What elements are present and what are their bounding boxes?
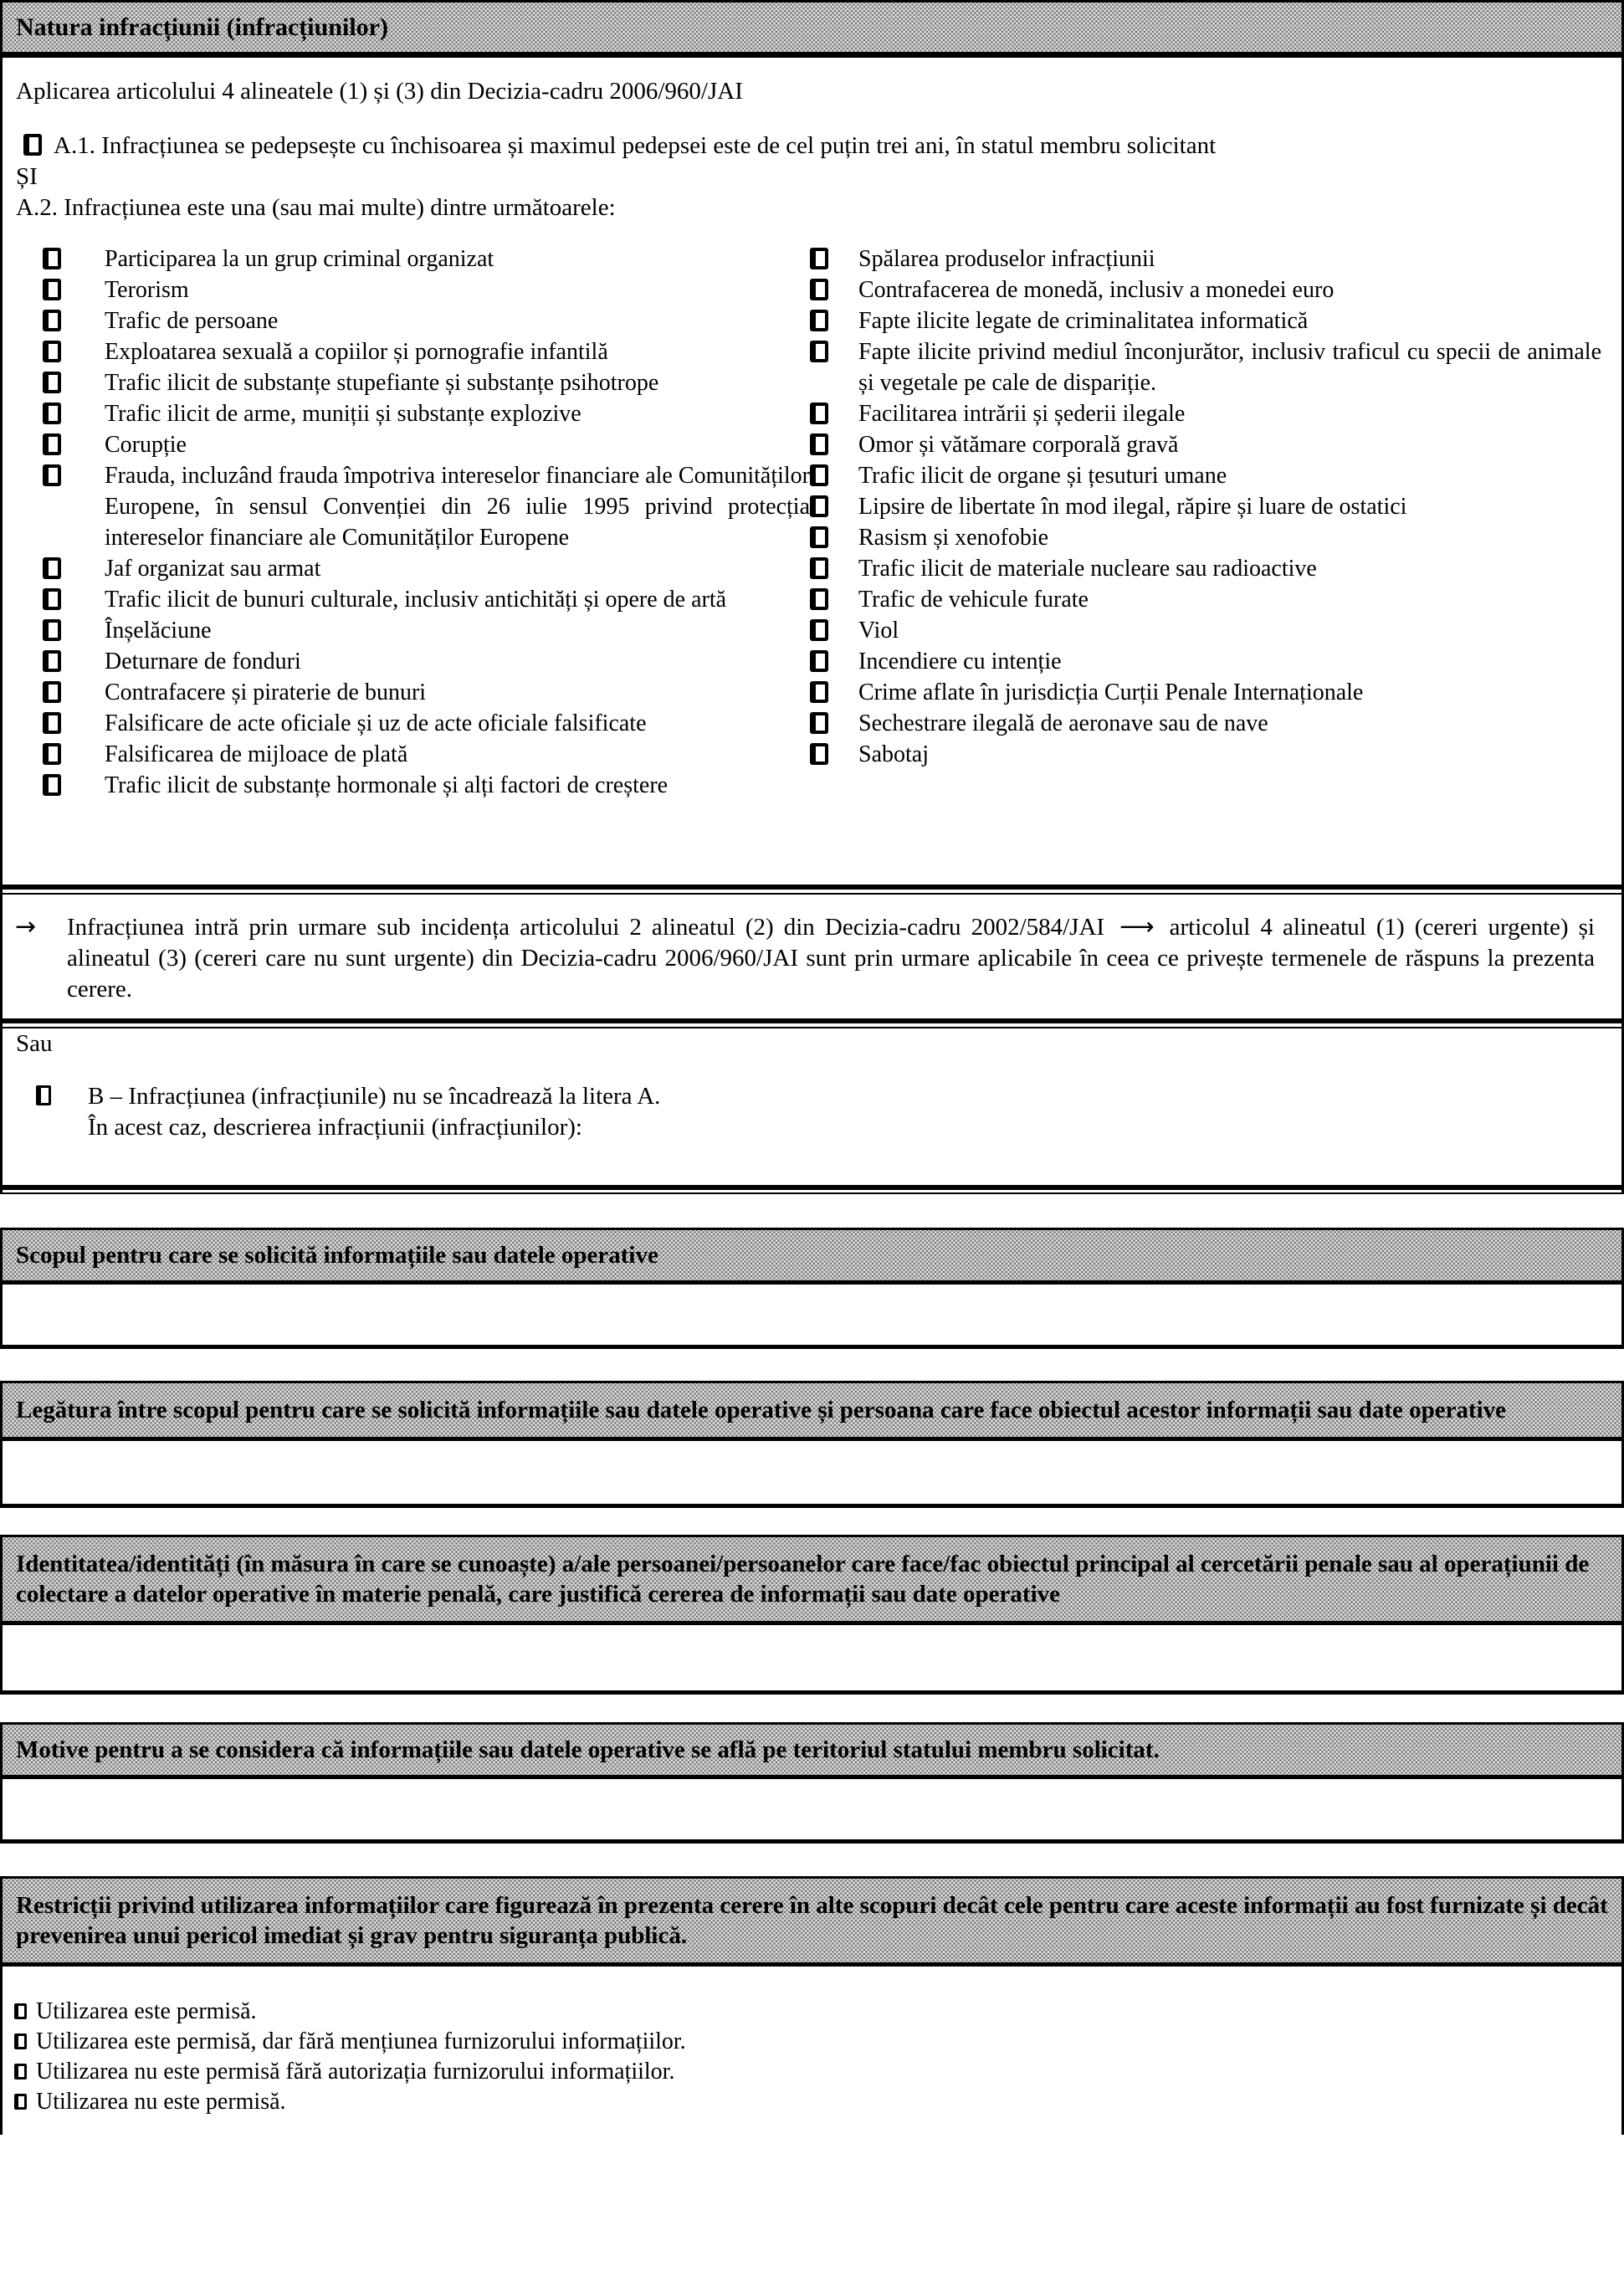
section-link-purpose-person <box>0 1381 1624 1508</box>
option-b-row <box>36 1081 1608 1143</box>
offence-label: Incendiere cu intenție <box>858 649 1062 674</box>
grounds-input-area[interactable] <box>3 1779 1621 1839</box>
usage-option-label: Utilizarea este permisă, dar fără mențiunea furnizorului informațiilor. <box>36 2028 686 2054</box>
option-b-line2: În acest caz, descrierea infracțiunii (infracțiunilor): <box>88 1114 582 1141</box>
option-b-line1: B – Infracțiunea (infracțiunile) nu se încadrează la litera A. <box>88 1083 661 1110</box>
checkbox-icon-offence[interactable] <box>810 279 828 300</box>
section-restrictions <box>0 1876 1624 2135</box>
offence-item <box>43 770 810 801</box>
checkbox-icon-offence[interactable] <box>810 650 828 672</box>
offence-label: Facilitarea intrării și șederii ilegale <box>858 401 1186 427</box>
offence-item <box>810 553 1601 584</box>
checkbox-icon-usage[interactable] <box>14 2033 27 2049</box>
checkbox-icon-offence[interactable] <box>810 403 828 424</box>
option-a1-label: A.1. Infracțiunea se pedepsește cu închisoarea și maximul pedepsei este de cel puțin trei ani, în statul membru solicitant <box>54 132 1217 159</box>
checkbox-icon-offence[interactable] <box>43 712 61 734</box>
offence-label: Trafic de persoane <box>105 308 279 334</box>
checkbox-icon-offence[interactable] <box>43 464 61 486</box>
checkbox-icon-offence[interactable] <box>810 464 828 486</box>
checkbox-icon-offence[interactable] <box>43 557 61 579</box>
offence-label: Trafic ilicit de organe și țesuturi umane <box>858 463 1227 489</box>
offence-list-right <box>810 244 1601 801</box>
offence-label: Trafic ilicit de bunuri culturale, inclusiv antichități și opere de artă <box>105 587 727 613</box>
offence-item <box>43 429 810 460</box>
usage-option-item <box>14 2087 1621 2117</box>
section-grounds-header <box>3 1725 1621 1779</box>
offence-item <box>810 522 1601 553</box>
usage-option-label: Utilizarea este permisă. <box>36 1998 257 2024</box>
offence-item <box>43 367 810 398</box>
offence-label: Spălarea produselor infracțiunii <box>858 246 1155 272</box>
checkbox-icon-offence[interactable] <box>810 588 828 610</box>
section-grounds <box>0 1722 1624 1844</box>
offence-item <box>810 305 1601 336</box>
offence-item <box>810 491 1601 522</box>
section-restrictions-title: Restricții privind utilizarea informațiilor care figurează în prezenta cerere în alte scopuri decât cele pentru care aceste informații au fost furnizate și decât prevenirea unui pericol imediat și grav pentru siguranța publică. <box>16 1892 1608 1949</box>
horizontal-rule <box>3 1185 1621 1194</box>
checkbox-icon-usage[interactable] <box>14 2003 27 2019</box>
offence-item <box>810 708 1601 739</box>
horizontal-rule <box>3 885 1621 895</box>
consequence-text <box>67 911 1595 1005</box>
checkbox-icon-offence[interactable] <box>810 743 828 765</box>
offence-label: Omor și vătămare corporală gravă <box>858 432 1179 458</box>
offence-label: Exploatarea sexuală a copiilor și pornografie infantilă <box>105 339 608 365</box>
offence-item <box>43 553 810 584</box>
offence-label: Înșelăciune <box>105 618 212 644</box>
section-purpose <box>0 1228 1624 1349</box>
offence-label: Falsificare de acte oficiale și uz de acte oficiale falsificate <box>105 710 647 736</box>
offence-item <box>43 244 810 274</box>
horizontal-rule <box>3 1018 1621 1028</box>
checkbox-icon-offence[interactable] <box>810 619 828 641</box>
checkbox-icon-offence[interactable] <box>810 681 828 703</box>
offence-checklist <box>43 244 1621 801</box>
offence-label: Deturnare de fonduri <box>105 649 301 674</box>
option-a2-intro: A.2. Infracțiunea este una (sau mai multe) dintre următoarele: <box>16 194 616 221</box>
offence-label: Sabotaj <box>858 741 929 767</box>
purpose-input-area[interactable] <box>3 1285 1621 1345</box>
identity-input-area[interactable] <box>3 1625 1621 1690</box>
checkbox-icon-offence[interactable] <box>810 433 828 455</box>
offence-item <box>43 584 810 615</box>
option-a1-row <box>23 131 1608 162</box>
offence-item <box>810 429 1601 460</box>
usage-option-label: Utilizarea nu este permisă. <box>36 2089 286 2115</box>
offence-label: Trafic ilicit de substanțe hormonale și alți factori de creștere <box>105 772 669 798</box>
section-identity-header <box>3 1537 1621 1625</box>
checkbox-icon-offence[interactable] <box>43 681 61 703</box>
section-identity-title: Identitatea/identități (în măsura în care se cunoaște) a/ale persoanei/persoanelor care face/fac obiectul principal al cercetării penale sau al operațiunii de colectare a datelor operative în materie penală, care justifică cererea de informații sau date operative <box>16 1551 1590 1608</box>
section-nature-header <box>3 3 1621 58</box>
section-restrictions-header <box>3 1879 1621 1967</box>
consequence-part1: Infracțiunea intră prin urmare sub incidența articolului 2 alineatul (2) din Decizia-cadru 2002/584/JAI <box>67 914 1105 941</box>
offence-item <box>810 244 1601 274</box>
offence-item <box>43 460 810 553</box>
right-arrow-icon: ⟶ <box>1119 912 1155 941</box>
section-identity <box>0 1535 1624 1695</box>
consequence-note <box>3 895 1621 1013</box>
section-purpose-title: Scopul pentru care se solicită informațiile sau datele operative <box>16 1242 658 1269</box>
checkbox-icon-offence[interactable] <box>43 279 61 300</box>
offence-label: Terorism <box>105 277 189 303</box>
offence-label: Fapte ilicite legate de criminalitatea informatică <box>858 308 1309 334</box>
usage-option-item <box>14 2057 1621 2087</box>
section-nature-body <box>3 58 1621 1185</box>
usage-options-list <box>14 1997 1621 2117</box>
usage-option-item <box>14 1997 1621 2027</box>
offence-label: Trafic ilicit de arme, muniții și substanțe explozive <box>105 401 581 427</box>
checkbox-icon-usage[interactable] <box>14 2064 27 2080</box>
checkbox-icon-offence[interactable] <box>43 619 61 641</box>
offence-item <box>43 398 810 429</box>
offence-item <box>43 615 810 646</box>
conjunction-and: ȘI <box>16 163 38 190</box>
checkbox-icon-offence[interactable] <box>43 248 61 269</box>
or-label: Sau <box>16 1030 53 1057</box>
link-input-area[interactable] <box>3 1441 1621 1504</box>
usage-option-item <box>14 2027 1621 2057</box>
checkbox-icon-offence[interactable] <box>810 495 828 517</box>
offence-label: Corupție <box>105 432 187 458</box>
checkbox-icon-offence[interactable] <box>43 310 61 331</box>
checkbox-icon-offence[interactable] <box>43 372 61 393</box>
offence-item <box>43 646 810 677</box>
checkbox-icon-a1[interactable] <box>23 134 42 156</box>
offence-item <box>43 336 810 367</box>
offence-item <box>810 739 1601 770</box>
article-application-text: Aplicarea articolului 4 alineatele (1) și (3) din Decizia-cadru 2006/960/JAI <box>16 78 743 105</box>
offence-item <box>43 274 810 305</box>
offence-label: Sechestrare ilegală de aeronave sau de nave <box>858 710 1268 736</box>
checkbox-icon-offence[interactable] <box>43 774 61 796</box>
checkbox-icon-offence[interactable] <box>810 557 828 579</box>
offence-label: Falsificarea de mijloace de plată <box>105 741 408 767</box>
offence-description-area[interactable] <box>3 1143 1621 1185</box>
checkbox-icon-offence[interactable] <box>43 743 61 765</box>
offence-label: Participarea la un grup criminal organizat <box>105 246 494 272</box>
offence-item <box>810 398 1601 429</box>
offence-item <box>810 646 1601 677</box>
offence-label: Rasism și xenofobie <box>858 525 1049 551</box>
offence-item <box>810 460 1601 491</box>
offence-label: Contrafacere și piraterie de bunuri <box>105 680 427 705</box>
checkbox-icon-offence[interactable] <box>43 650 61 672</box>
checkbox-icon-offence[interactable] <box>43 403 61 424</box>
checkbox-icon-b[interactable] <box>36 1085 51 1105</box>
section-link-title: Legătura între scopul pentru care se solicită informațiile sau datele operative și persoana care face obiectul acestor informații sau date operative <box>16 1397 1507 1423</box>
offence-list-left <box>43 244 810 801</box>
offence-item <box>43 677 810 708</box>
section-nature-title: Natura infracțiunii (infracțiunilor) <box>16 13 388 41</box>
offence-item <box>43 708 810 739</box>
offence-label: Fapte ilicite privind mediul înconjurător, inclusiv traficul cu specii de animale și vegetale pe cale de dispariție. <box>858 339 1601 396</box>
offence-label: Jaf organizat sau armat <box>105 556 321 582</box>
checkbox-icon-offence[interactable] <box>810 310 828 331</box>
section-link-header <box>3 1383 1621 1441</box>
offence-label: Trafic de vehicule furate <box>858 587 1089 613</box>
checkbox-icon-usage[interactable] <box>14 2094 27 2110</box>
checkbox-icon-offence[interactable] <box>43 433 61 455</box>
checkbox-icon-offence[interactable] <box>43 341 61 362</box>
consequence-part2: articolul 4 alineatul (1) (cereri urgente) și alineatul (3) (cereri care nu sunt urgente) din Decizia-cadru 2006/960/JAI sunt prin urmare aplicabile în ceea ce privește termenele de răspuns la prezenta cerere. <box>67 914 1595 1003</box>
checkbox-icon-offence[interactable] <box>810 248 828 269</box>
section-grounds-title: Motive pentru a se considera că informațiile sau datele operative se află pe teritoriul statului membru solicitat. <box>16 1736 1160 1763</box>
offence-item <box>43 739 810 770</box>
checkbox-icon-offence[interactable] <box>43 588 61 610</box>
offence-item <box>810 274 1601 305</box>
offence-label: Trafic ilicit de materiale nucleare sau radioactive <box>858 556 1317 582</box>
offence-label: Lipsire de libertate în mod ilegal, răpire și luare de ostatici <box>858 494 1407 520</box>
offence-label: Trafic ilicit de substanțe stupefiante și substanțe psihotrope <box>105 370 659 396</box>
offence-item <box>810 336 1601 398</box>
usage-option-label: Utilizarea nu este permisă fără autorizația furnizorului informațiilor. <box>36 2059 675 2085</box>
offence-label: Frauda, incluzând frauda împotriva intereselor financiare ale Comunităților Europene, în sensul Convenției din 26 iulie 1995 privind protecția intereselor financiare ale Comunităților Europene <box>105 463 810 551</box>
checkbox-icon-offence[interactable] <box>810 341 828 362</box>
offence-item <box>810 584 1601 615</box>
offence-label: Contrafacerea de monedă, inclusiv a monedei euro <box>858 277 1335 303</box>
checkbox-icon-offence[interactable] <box>810 712 828 734</box>
offence-item <box>43 305 810 336</box>
checkbox-icon-offence[interactable] <box>810 526 828 548</box>
right-arrow-icon: → <box>15 912 37 941</box>
offence-item <box>810 677 1601 708</box>
offence-label: Crime aflate în jurisdicția Curții Penale Internaționale <box>858 680 1364 705</box>
section-purpose-header <box>3 1230 1621 1285</box>
offence-item <box>810 615 1601 646</box>
offence-label: Viol <box>858 618 899 644</box>
